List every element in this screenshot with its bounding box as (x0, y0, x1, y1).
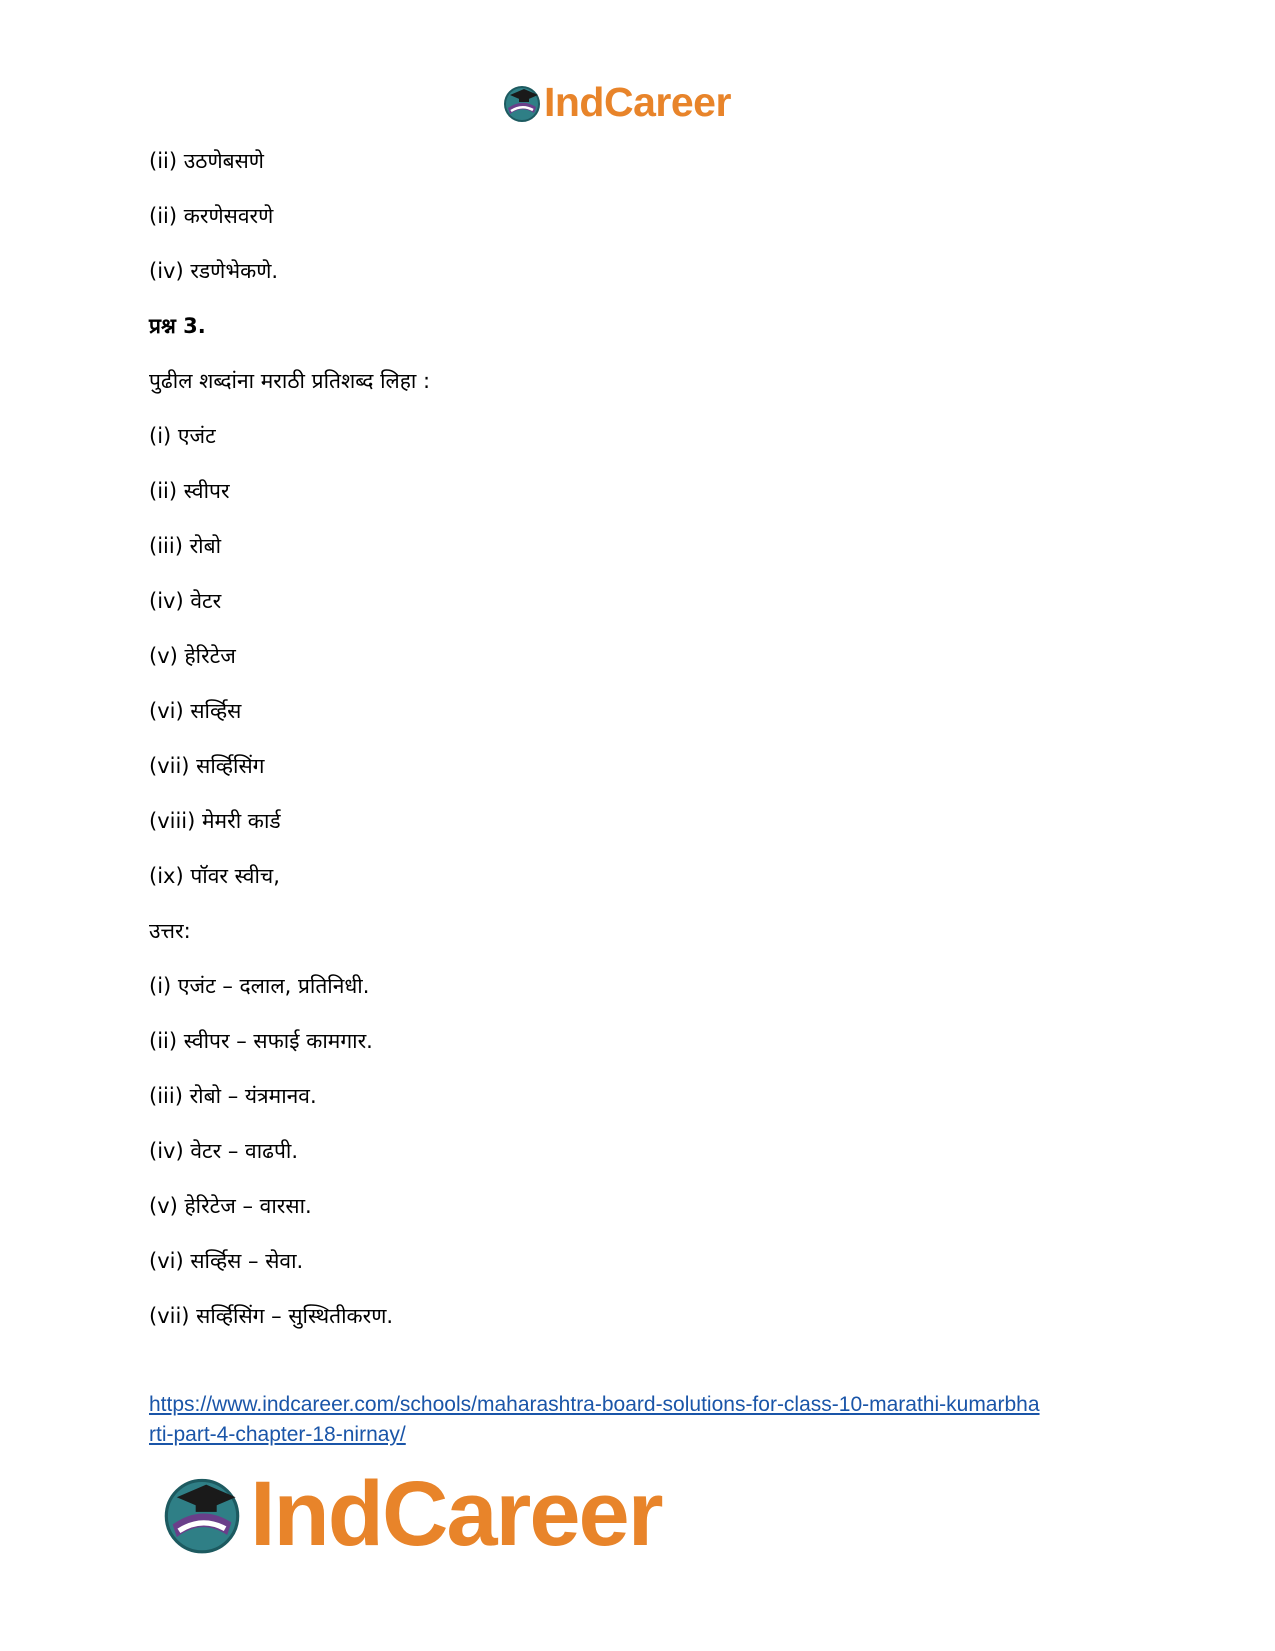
text-line: (ix) पॉवर स्वीच, (149, 864, 280, 888)
footer-logo (160, 1463, 662, 1565)
header-logo (502, 79, 731, 125)
source-link-line-2[interactable]: rti-part-4-chapter-18-nirnay/ (149, 1423, 406, 1446)
graduation-globe-icon (502, 83, 542, 123)
text-line: (i) एजंट (149, 424, 216, 448)
text-line: (ii) उठणेबसणे (149, 149, 264, 173)
text-line: (iv) रडणेभेकणे. (149, 259, 279, 283)
answer-line: (vi) सर्व्हिस – सेवा. (149, 1249, 304, 1273)
text-line: (iii) रोबो (149, 534, 222, 558)
logo-wordmark: IndCareer (250, 1463, 662, 1565)
text-line: (vi) सर्व्हिस (149, 699, 242, 723)
question-heading: प्रश्न 3. (149, 314, 206, 338)
answer-line: (iv) वेटर – वाढपी. (149, 1139, 299, 1163)
question-prompt: पुढील शब्दांना मराठी प्रतिशब्द लिहा : (149, 369, 431, 393)
text-line: (ii) स्वीपर (149, 479, 230, 503)
source-link[interactable] (149, 1390, 1129, 1450)
logo-wordmark: IndCareer (544, 79, 731, 125)
answer-line: (iii) रोबो – यंत्रमानव. (149, 1084, 317, 1108)
answer-line: (vii) सर्व्हिसिंग – सुस्थितीकरण. (149, 1304, 394, 1328)
answer-line: (i) एजंट – दलाल, प्रतिनिधी. (149, 974, 370, 998)
text-line: (vii) सर्व्हिसिंग (149, 754, 265, 778)
graduation-globe-icon (160, 1472, 244, 1556)
text-line: (v) हेरिटेज (149, 644, 236, 668)
text-line: (ii) करणेसवरणे (149, 204, 274, 228)
text-line: (iv) वेटर (149, 589, 222, 613)
answer-heading: उत्तर: (149, 919, 191, 943)
answer-line: (v) हेरिटेज – वारसा. (149, 1194, 312, 1218)
text-line: (viii) मेमरी कार्ड (149, 809, 281, 833)
source-link-line-1[interactable]: https://www.indcareer.com/schools/maharashtra-board-solutions-for-class-10-marathi-kumarbha (149, 1393, 1040, 1416)
answer-line: (ii) स्वीपर – सफाई कामगार. (149, 1029, 373, 1053)
document-body (149, 146, 1149, 1356)
